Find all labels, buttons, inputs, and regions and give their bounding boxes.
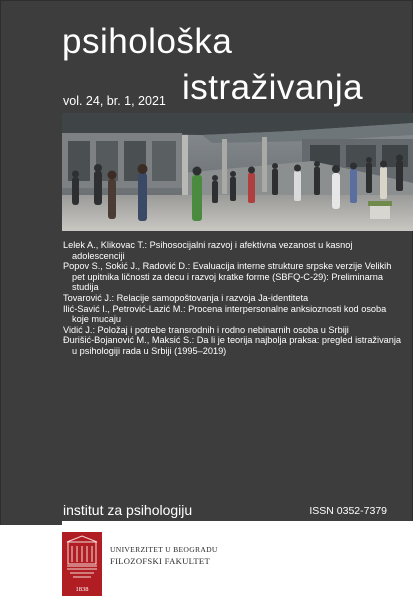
cover-photo	[62, 113, 413, 231]
table-of-contents	[63, 240, 403, 357]
volume-issue: vol. 24, br. 1, 2021	[63, 94, 166, 108]
toc-entry: Vidić J.: Položaj i potrebe transrodnih i rodno nebinarnih osoba u Srbiji	[63, 324, 349, 335]
logo-year: 1838	[75, 586, 89, 593]
university-building-emblem-icon	[62, 532, 102, 586]
journal-title-line2: istraživanja	[182, 68, 364, 107]
toc-entry: Tovarović J.: Relacije samopoštovanja i razvoja Ja-identiteta	[63, 292, 309, 303]
toc-entry: Ilić-Savić I., Petrović-Lazić M.: Procena interpersonalne anksioznosti kod osoba koje mucaju	[63, 303, 387, 325]
journal-title-line1: psihološka	[62, 22, 233, 61]
photo-of-students-icon	[62, 113, 413, 231]
faculty-name: FILOZOFSKI FAKULTET	[110, 556, 210, 566]
toc-entry: Popov S., Sokić J., Radović D.: Evaluacija interne strukture srpske verzije Velikih pet upitnika ličnosti za decu i razvoj kratke forme (SBFQ-C-29): Preliminarna studija	[63, 261, 392, 293]
issn-number: ISSN 0352-7379	[309, 505, 387, 517]
university-logo	[62, 532, 102, 596]
publisher-name: institut za psihologiju	[63, 502, 193, 518]
toc-entry: Đurišić-Bojanović M., Maksić S.: Da li je teorija najbolja praksa: pregled istraživanja u psihologiji rada u Srbiji (1995–2019)	[63, 335, 402, 356]
university-name: UNIVERZITET U BEOGRADU	[110, 545, 218, 554]
toc-entry: Lelek A., Klikovac T.: Psihosocijalni razvoj i afektivna vezanost u kasnoj adolescenciji	[63, 240, 353, 261]
